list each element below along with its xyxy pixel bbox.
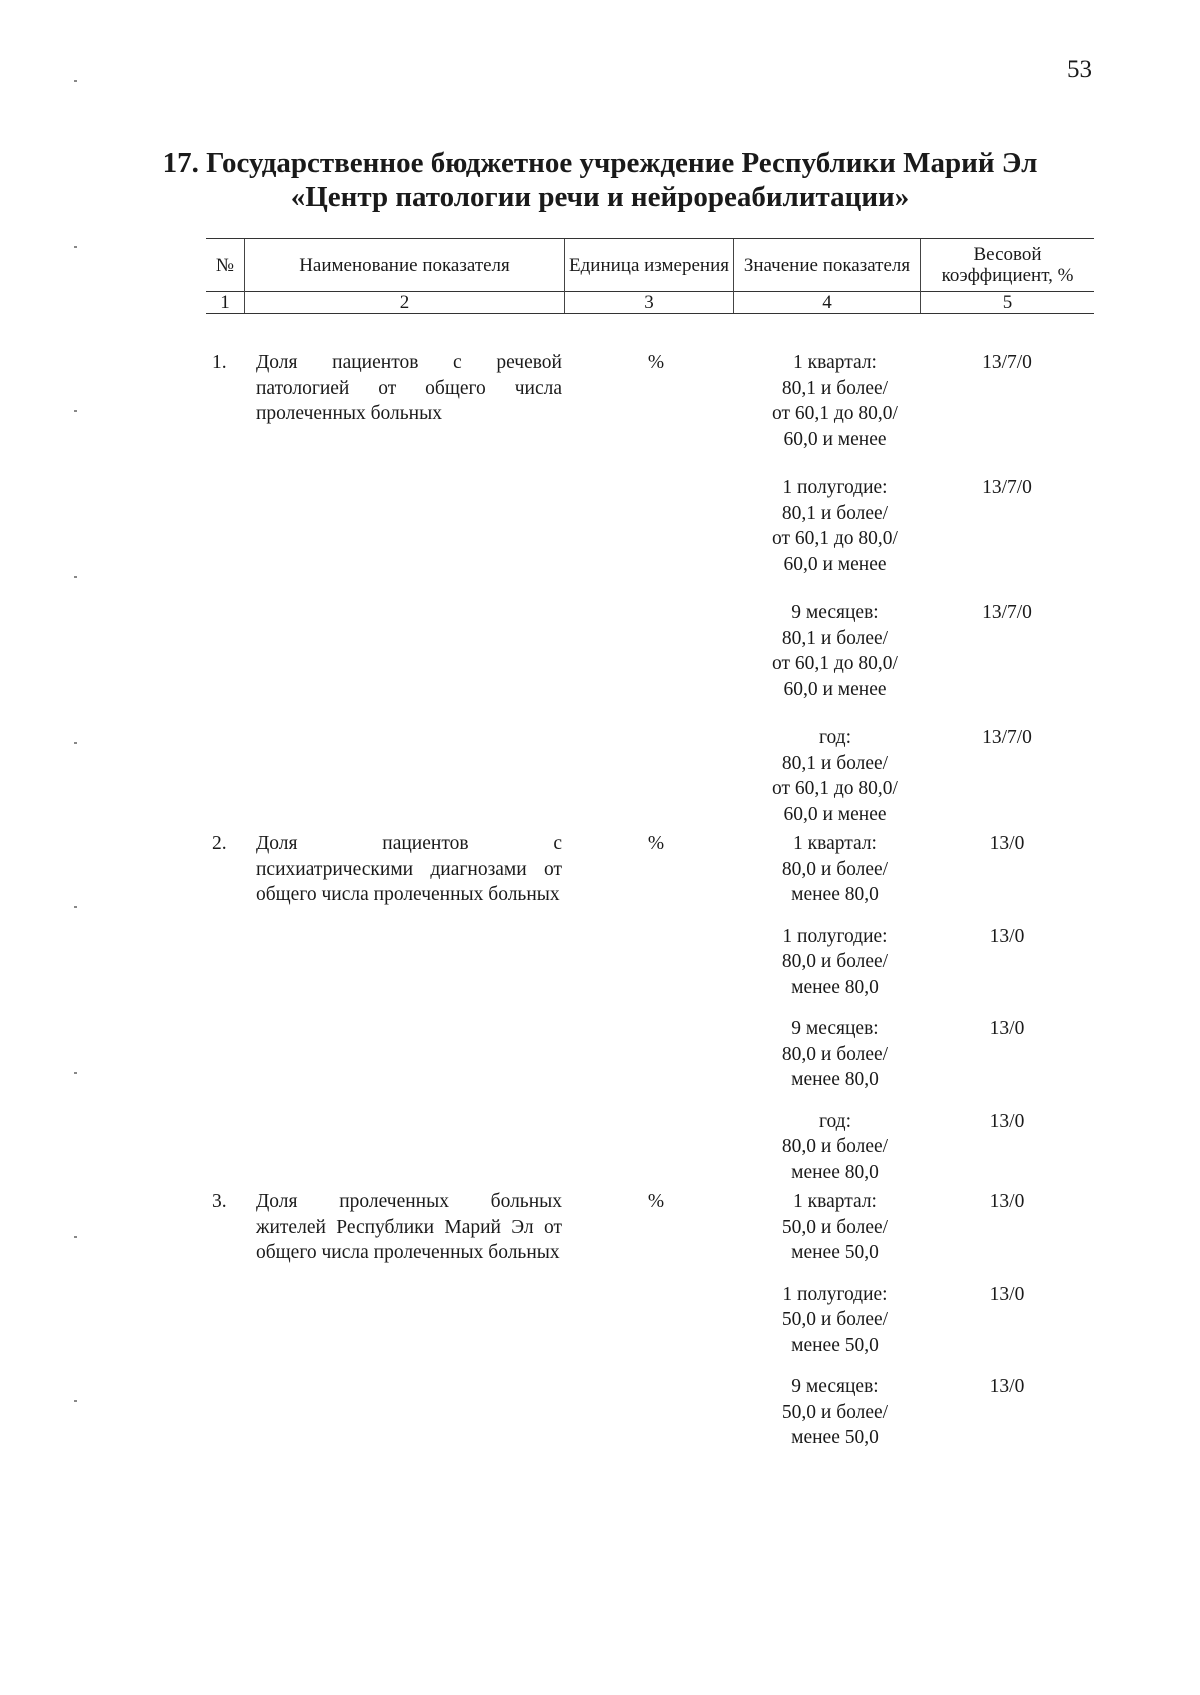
period-label: 1 квартал:: [793, 833, 877, 854]
period-block: [746, 1016, 1025, 1093]
column-number: 3: [565, 292, 734, 314]
header-number: №: [206, 239, 245, 292]
threshold-value: от 60,1 до 80,0/: [772, 528, 898, 549]
period-label: 1 полугодие:: [782, 925, 888, 947]
column-number: 5: [921, 292, 1095, 314]
header-weight: Весовой коэффициент, %: [921, 239, 1095, 292]
period-label: 1 полугодие:: [782, 477, 888, 498]
indicator-name: Доля пролеченных больных жителей Республики Марий Эл от общего числа пролеченных больных: [256, 1191, 562, 1263]
threshold-value: 60,0 и менее: [783, 553, 887, 575]
threshold-value: 50,0 и более/: [781, 1216, 889, 1238]
scan-speck: [74, 1236, 77, 1238]
threshold-value: 80,1 и более/: [781, 502, 889, 524]
scan-speck: [74, 1400, 77, 1402]
threshold-value: 80,0 и более/: [781, 858, 889, 880]
table-row: [0, 1189, 1200, 1451]
title-line: «Центр патологии речи и нейрореабилитации»: [290, 181, 910, 213]
weight-coefficient: 13/0: [989, 1191, 1025, 1212]
threshold-value: менее 80,0: [791, 976, 879, 998]
header-indicator-name: Наименование показателя: [245, 239, 565, 292]
threshold-value: 50,0 и более/: [781, 1309, 889, 1330]
header-value: Значение показателя: [734, 239, 921, 292]
threshold-value: от 60,1 до 80,0/: [772, 778, 898, 799]
period-label: 9 месяцев:: [791, 602, 879, 623]
column-number: 2: [245, 292, 565, 314]
period-block: [746, 831, 1025, 908]
threshold-value: 80,1 и более/: [781, 377, 889, 399]
scan-speck: [74, 1072, 77, 1074]
period-block: [746, 475, 1032, 577]
period-block: [746, 1189, 1025, 1266]
threshold-value: 80,1 и более/: [781, 627, 889, 649]
column-number: 4: [734, 292, 921, 314]
threshold-value: 80,1 и более/: [781, 752, 889, 774]
period-label: год:: [818, 1110, 852, 1132]
threshold-value: от 60,1 до 80,0/: [772, 653, 898, 674]
threshold-value: 80,0 и более/: [781, 951, 889, 972]
threshold-value: от 60,1 до 80,0/: [772, 403, 898, 424]
page-number: 53: [1067, 56, 1092, 83]
weight-coefficient: 13/0: [989, 833, 1025, 854]
document-title: [0, 146, 1200, 214]
period-label: 1 квартал:: [793, 1191, 877, 1212]
weight-coefficient: 13/7/0: [982, 477, 1032, 498]
period-block: [746, 350, 1032, 452]
threshold-value: менее 50,0: [791, 1334, 879, 1356]
table-row: [0, 831, 1200, 1185]
scan-speck: [74, 80, 77, 82]
weight-coefficient: 13/0: [989, 1283, 1025, 1305]
weight-coefficient: 13/7/0: [982, 352, 1032, 373]
period-label: 9 месяцев:: [791, 1376, 879, 1397]
period-block: [746, 725, 1032, 827]
threshold-value: 60,0 и менее: [783, 428, 887, 450]
title-line: 17. Государственное бюджетное учреждение Республики Марий Эл: [162, 147, 1038, 179]
threshold-value: менее 80,0: [791, 1161, 879, 1183]
period-block: [746, 924, 1025, 1001]
row-number: 2.: [212, 833, 227, 854]
threshold-value: 80,0 и более/: [781, 1136, 889, 1157]
period-block: [746, 600, 1032, 702]
period-block: [746, 1374, 1025, 1451]
weight-coefficient: 13/0: [989, 1376, 1025, 1397]
indicator-rows: [0, 350, 1200, 1451]
indicator-table-header: [206, 238, 1094, 314]
weight-coefficient: 13/7/0: [982, 727, 1032, 748]
threshold-value: менее 50,0: [791, 1427, 879, 1448]
threshold-value: менее 50,0: [791, 1242, 879, 1263]
threshold-value: 80,0 и более/: [781, 1043, 889, 1065]
period-label: год:: [818, 727, 852, 748]
scan-speck: [74, 246, 77, 248]
indicator-unit: %: [647, 833, 665, 854]
indicator-periods: [746, 831, 1025, 1185]
threshold-value: 60,0 и менее: [783, 803, 887, 825]
weight-coefficient: 13/0: [989, 925, 1025, 947]
period-label: 1 полугодие:: [782, 1283, 888, 1305]
indicator-unit: %: [647, 352, 665, 373]
weight-coefficient: 13/7/0: [982, 602, 1032, 623]
threshold-value: 60,0 и менее: [783, 678, 887, 700]
period-block: [746, 1109, 1025, 1186]
period-block: [746, 1282, 1025, 1359]
indicator-unit: %: [647, 1191, 665, 1212]
threshold-value: менее 80,0: [791, 1069, 879, 1090]
scan-speck: [74, 410, 77, 412]
indicator-name: Доля пациентов с речевой патологией от общего числа пролеченных больных: [256, 352, 562, 424]
row-number: 1.: [212, 352, 227, 373]
weight-coefficient: 13/0: [989, 1018, 1025, 1039]
scan-speck: [74, 576, 77, 578]
column-number: 1: [206, 292, 245, 314]
weight-coefficient: 13/0: [989, 1110, 1025, 1132]
threshold-value: 50,0 и более/: [781, 1401, 889, 1423]
table-row: [0, 350, 1200, 827]
indicator-name: Доля пациентов с психиатрическими диагнозами от общего числа пролеченных больных: [256, 833, 562, 905]
scan-speck: [74, 906, 77, 908]
indicator-periods: [746, 350, 1032, 827]
header-unit: Единица измерения: [565, 239, 734, 292]
row-number: 3.: [212, 1191, 227, 1212]
indicator-periods: [746, 1189, 1025, 1451]
scan-speck: [74, 742, 77, 744]
period-label: 1 квартал:: [793, 352, 877, 373]
threshold-value: менее 80,0: [791, 884, 879, 905]
period-label: 9 месяцев:: [791, 1018, 879, 1039]
